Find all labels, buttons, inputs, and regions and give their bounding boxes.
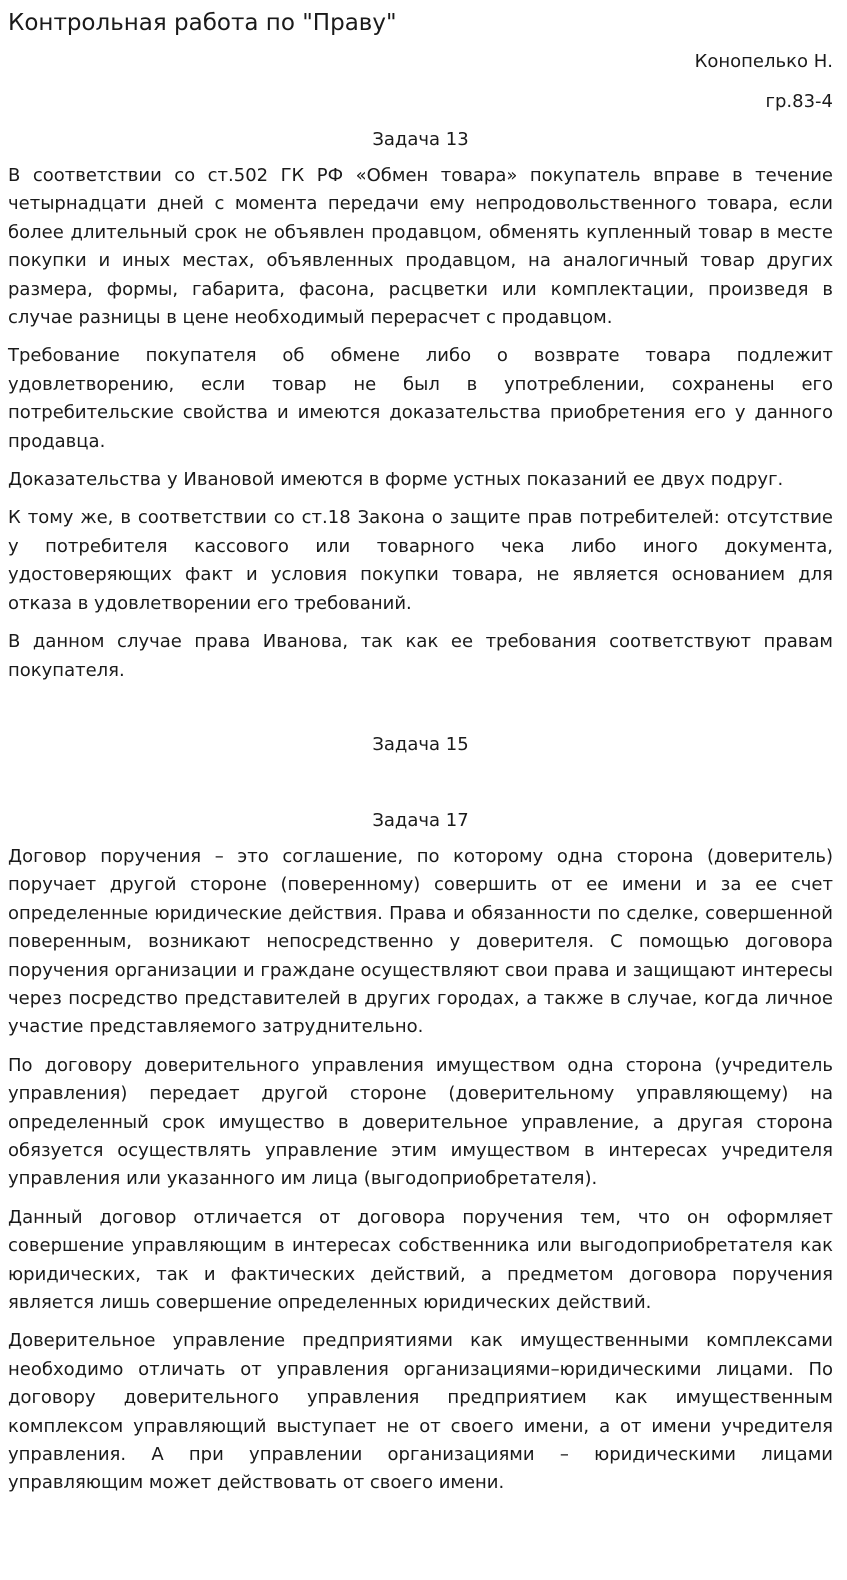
document-title: Контрольная работа по "Праву": [8, 10, 397, 36]
task-13-paragraph-1: В соответствии со ст.502 ГК РФ «Обмен товара» покупатель вправе в течение четырнадцати дней с момента передачи ему непродовольственного товара, если более длительный срок не объявлен продавцом, обменять купленный товар в месте покупки и иных местах, объявленных продавцом, на аналогичный товар других размера, формы, габарита, фасона, расцветки или комплектации, произведя в случае разницы в цене необходимый перерасчет с продавцом.: [8, 165, 833, 329]
author-name: Конопелько Н.: [694, 51, 833, 72]
task-15-heading: Задача 15: [372, 733, 469, 755]
document-page: [8, 0, 833, 1498]
task-13-paragraph-4: К тому же, в соответствии со ст.18 Закона о защите прав потребителей: отсутствие у потребителя кассового или товарного чека либо иного документа, удостоверяющих факт и условия покупки товара, не является основанием для отказа в удовлетворении его требований.: [8, 507, 833, 614]
task-17-paragraph-3: Данный договор отличается от договора поручения тем, что он оформляет совершение управляющим в интересах собственника или выгодоприобретателя как юридических, так и фактических действий, а предметом договора поручения является лишь совершение определенных юридических действий.: [8, 1206, 833, 1313]
task-17-paragraph-4: Доверительное управление предприятиями как имущественными комплексами необходимо отличать от управления организациями–юридическими лицами. По договору доверительного управления предприятием как имущественным комплексом управляющий выступает не от своего имени, а от имени учредителя управления. А при управлении организациями – юридическими лицами управляющим может действовать от своего имени.: [8, 1330, 833, 1494]
task-17-heading: Задача 17: [372, 809, 469, 831]
task-17-paragraph-1: Договор поручения – это соглашение, по которому одна сторона (доверитель) поручает другой стороне (поверенному) совершить от ее имени и за ее счет определенные юридические действия. Права и обязанности по сделке, совершенной поверенным, возникают непосредственно у доверителя. С помощью договора поручения организации и граждане осуществляют свои права и защищают интересы через посредство представителей в других городах, а также в случае, когда личное участие представляемого затруднительно.: [8, 845, 833, 1038]
group-number: гр.83-4: [765, 91, 833, 112]
task-13-paragraph-2: Требование покупателя об обмене либо о возврате товара подлежит удовлетворению, если товар не был в употреблении, сохранены его потребительские свойства и имеются доказательства приобретения его у данного продавца.: [8, 345, 833, 452]
task-13-paragraph-5: В данном случае права Иванова, так как ее требования соответствуют правам покупателя.: [8, 631, 833, 681]
task-13-heading: Задача 13: [372, 129, 469, 150]
task-17-paragraph-2: По договору доверительного управления имуществом одна сторона (учредитель управления) передает другой стороне (доверительному управляющему) на определенный срок имущество в доверительное управление, а другая сторона обязуется осуществлять управление этим имуществом в интересах учредителя управления или указанного им лица (выгодоприобретателя).: [8, 1054, 833, 1190]
task-13-paragraph-3: Доказательства у Ивановой имеются в форме устных показаний ее двух подруг.: [8, 469, 784, 491]
